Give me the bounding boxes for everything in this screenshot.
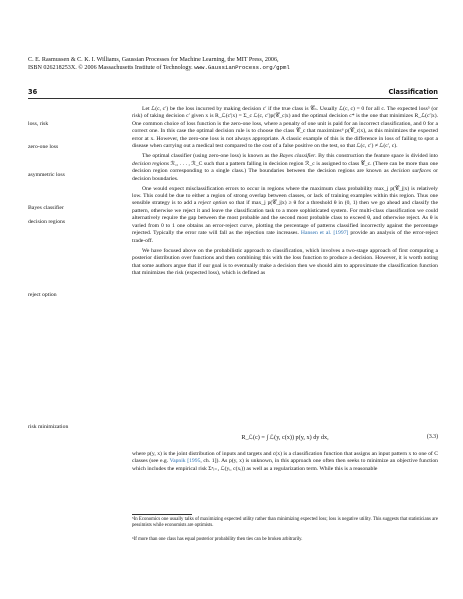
equation-number: (3.3) (426, 434, 438, 440)
citation-vapnik[interactable]: Vapnik [1995 (169, 458, 201, 465)
term-decision-surfaces: decision surfaces (391, 168, 431, 175)
paragraph-risk: We have focused above on the probabilistic approach to classification, which involves a two-stage approach of first computing a posterior distribution over functions and then combining this with the loss function to produce a decision. However, it is worth noting that some authors argue that if our goal is to eventually make a decision then we should aim to approximate the classification function that minimizes the risk (expected loss), which is defined as (132, 247, 438, 277)
header-line1: C. E. Rasmussen & C. K. I. Williams, Gaussian Processes for Machine Learning, the MIT Press, 2006, (28, 57, 279, 63)
footnote-5: ⁵In Economics one usually talks of maximizing expected utility rather than minimizing expected loss; loss is negative utility. This suggests that statisticians are pessimists while economists are optimists. (132, 517, 438, 528)
margin-note-decision-regions: decision regions (28, 219, 66, 225)
equation-3-3: R_ℒ(c) = ∫ ℒ(y, c(x)) p(y, x) dy dx, (241, 434, 329, 441)
page-number: 36 (28, 88, 38, 96)
margin-note-asymmetric-loss: asymmetric loss (28, 172, 65, 178)
header-rule (28, 98, 438, 99)
margin-note-zero-one-loss: zero-one loss (28, 144, 59, 150)
paragraph-reject: One would expect misclassification errors to occur in regions where the maximum class probability max_j p(𝒞_j|x) is relatively low. This could be due to either a region of strong overlap between classes, or lack of training examples within this region. Thus one sensible strategy is to add a reject option so that if max_j p(𝒞_j|x) ≥ θ for a threshold θ in (0, 1) then we go ahead and classify the pattern, otherwise we reject it and leave the classification task to a more sophisticated system. For multi-class classification we could alternatively require the gap between the most probable and the second most probable class to exceed θ, and otherwise reject. As θ is varied from 0 to 1 one obtains an error-reject curve, plotting the percentage of patterns classified incorrectly against the percentage rejected. Typically the error rate will fall as the rejection rate increases. Hansen et al. [1997] provide an analysis of the error-reject trade-off. (132, 185, 438, 244)
paragraph-bayes: The optimal classifier (using zero-one loss) is known as the Bayes classifier. By this construction the feature space is divided into decision regions ℛ₁, . . . , ℛ_C such that a pattern falling in decision region ℛ_c is assigned to class 𝒞_c. (There can be more than one decision region corresponding to a single class.) The boundaries between the decision regions are known as decision surfaces or decision boundaries. (132, 153, 439, 182)
paragraph-where: where p(y, x) is the joint distribution of inputs and targets and c(x) is a classification function that assigns an input pattern x to one of C classes (see e.g. Vapnik [1995, ch. 1]). As p(y, x) is unknown, in this approach one often then seeks to minimize an objective function which includes the empirical risk Σⁿᵢ₌₁ ℒ(yᵢ, c(xᵢ)) as well as a regularization term. While this is a reasonable (132, 451, 438, 472)
margin-note-risk-minimization: risk minimization (28, 424, 69, 430)
body-text-top (132, 106, 438, 277)
header-url[interactable]: www.GaussianProcess.org/gpml (194, 64, 290, 72)
header-line2 (28, 64, 438, 72)
margin-note-reject-option: reject option (28, 292, 57, 298)
term-reject-option: reject option (198, 200, 228, 207)
term-decision-regions: decision regions (132, 160, 169, 167)
footnote-6: ⁶If more than one class has equal posterior probability then ties can be broken arbitrarily. (132, 537, 303, 542)
body-text-bottom (132, 451, 438, 473)
paragraph-loss: Let ℒ(c, c′) be the loss incurred by making decision c′ if the true class is 𝒞ₙ. Usually ℒ(c, c) = 0 for all c. The expected loss⁵ (or risk) of taking decision c′ given x is R_ℒ(c′|x) = Σ_c ℒ(c, c′)p(𝒞_c|x) and the optimal decision c* is the one that minimizes R_ℒ(c′|x). One common choice of loss function is the zero-one loss, where a penalty of one unit is paid for an incorrect classification, and 0 for a correct one. In this case the optimal decision rule is to choose the class 𝒞_c that maximizes⁶ p(𝒞_c|x), as this minimizes the expected error at x. However, the zero-one loss is not always appropriate. A classic example of this is the difference in loss of failing to spot a disease when carrying out a medical test compared to the cost of a false positive on the test, so that ℒ(c, c′) ≠ ℒ(c′, c). (132, 106, 438, 150)
footnote-rule (132, 514, 192, 515)
section-title: Classification (388, 88, 438, 96)
page-header (28, 56, 438, 73)
term-bayes-classifier: Bayes classifier (279, 153, 316, 160)
citation-hansen[interactable]: Hansen et al. [1997] (300, 230, 349, 237)
header-copyright: ISBN 026218253X. © 2006 Massachusetts Institute of Technology. (28, 65, 193, 72)
margin-note-bayes-classifier: Bayes classifier (28, 205, 64, 211)
margin-note-loss-risk: loss, risk (28, 121, 49, 127)
